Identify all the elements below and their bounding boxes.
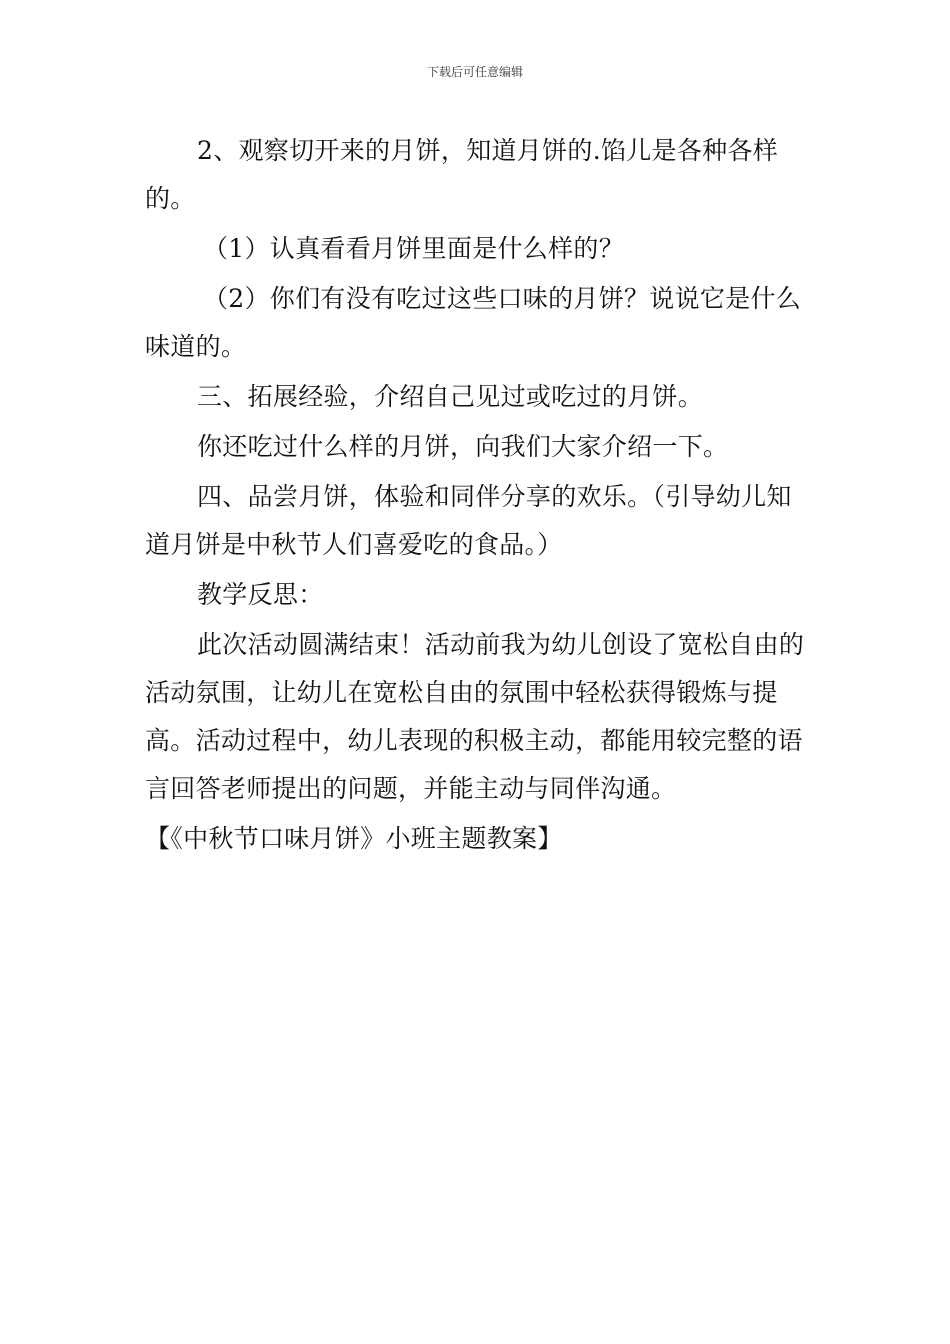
paragraph-section-four: 四、品尝月饼，体验和同伴分享的欢乐。（引导幼儿知道月饼是中秋节人们喜爱吃的食品。） xyxy=(145,482,792,559)
paragraph-reflection-heading: 教学反思： xyxy=(197,580,324,609)
paragraph-section-three: 三、拓展经验，介绍自己见过或吃过的月饼。 xyxy=(197,382,704,411)
paragraph-question-2: （2）你们有没有吃过这些口味的月饼？说说它是什么味道的。 xyxy=(145,284,802,361)
paragraph-question-1: （1）认真看看月饼里面是什么样的？ xyxy=(203,234,625,263)
paragraph-observe-mooncake: 2、观察切开来的月饼，知道月饼的.馅儿是各种各样的。 xyxy=(145,136,779,213)
paragraph-introduce: 你还吃过什么样的月饼，向我们大家介绍一下。 xyxy=(197,432,729,461)
document-body xyxy=(145,127,809,863)
paragraph-reflection-body: 此次活动圆满结束！活动前我为幼儿创设了宽松自由的活动氛围，让幼儿在宽松自由的氛围中轻松获得锻炼与提高。活动过程中，幼儿表现的积极主动，都能用较完整的语言回答老师提出的问题，并能主动与同伴沟通。 xyxy=(145,630,805,803)
paragraph-document-title: 【《中秋节口味月饼》小班主题教案】 xyxy=(145,824,563,853)
page-header: 下载后可任意编辑 xyxy=(426,65,523,79)
